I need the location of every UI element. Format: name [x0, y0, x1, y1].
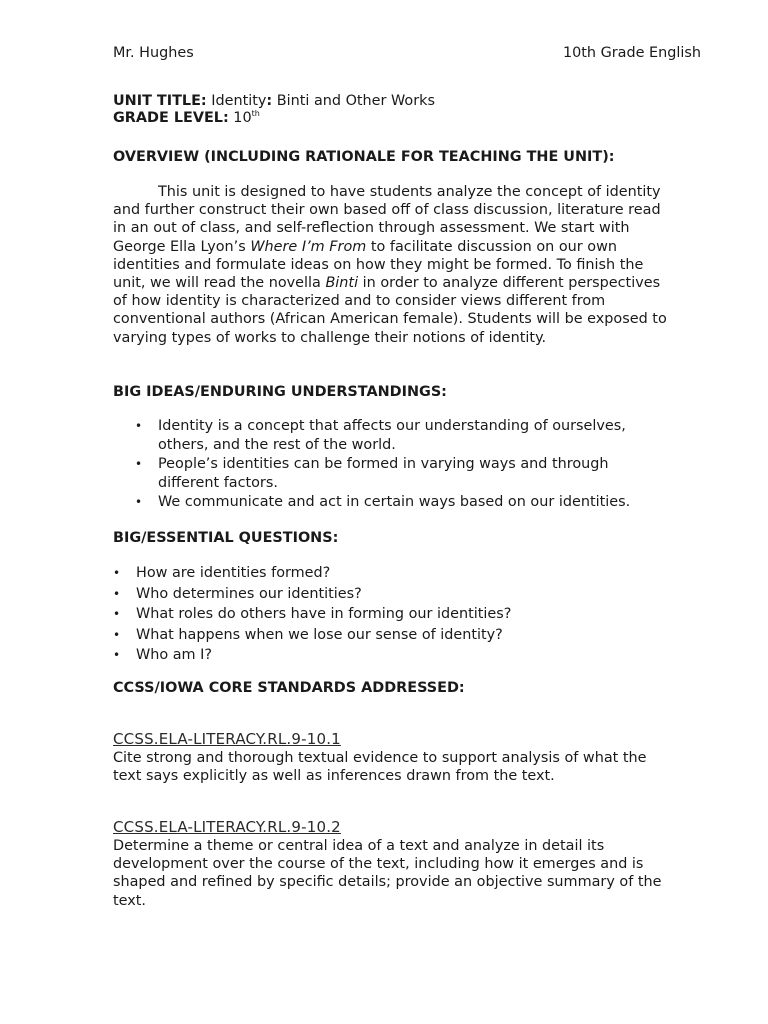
grade-level-label: GRADE LEVEL: [113, 110, 229, 126]
list-item [113, 645, 673, 666]
grade-level-value: 10 [233, 110, 252, 126]
bullet-icon: • [113, 586, 121, 601]
unit-info [113, 93, 703, 127]
overview-text-1: This unit is designed to have students analyze the concept of identity and further construct their own based off of class discussion, literature read in an out of class, and self-reflection through assessment. We start with George Ella Lyon’s [113, 184, 661, 255]
bullet-icon: • [135, 419, 143, 433]
list-item [113, 604, 673, 625]
questions-list [113, 563, 673, 666]
teacher-name: Mr. Hughes [113, 45, 194, 61]
course-name: 10th Grade English [562, 45, 701, 61]
list-item-text: What roles do others have in forming our identities? [136, 606, 512, 622]
grade-level-line [113, 110, 703, 127]
overview-title-binti: Binti [325, 275, 359, 292]
bullet-icon: • [135, 495, 143, 509]
bullet-icon: • [113, 607, 121, 621]
big-ideas-list [135, 417, 655, 512]
overview-text-3: in order to analyze different perspectives of how identity is characterized and to consider views different from conventional authors (African American female). Students will be exposed to varying types of works to challenge their notions of identity. [113, 275, 667, 346]
grade-level-suffix: th [251, 109, 260, 118]
overview-title-where: Where I’m From [250, 238, 367, 255]
unit-title-part1: Identity [211, 93, 267, 109]
list-item-text: How are identities formed? [136, 565, 331, 581]
standard-code-link[interactable]: CCSS.ELA-LITERACY.RL.9-10.2 [113, 818, 341, 836]
standard-code-link[interactable]: CCSS.ELA-LITERACY.RL.9-10.1 [113, 730, 341, 748]
overview-paragraph [113, 183, 668, 347]
bullet-icon: • [135, 457, 143, 471]
bullet-icon: • [113, 627, 121, 642]
list-item-text: We communicate and act in certain ways based on our identities. [158, 494, 631, 510]
bullet-icon: • [113, 648, 121, 662]
list-item-text: Who determines our identities? [136, 585, 362, 602]
list-item [135, 455, 655, 493]
big-ideas-heading: BIG IDEAS/ENDURING UNDERSTANDINGS: [113, 384, 447, 400]
standard-description: Determine a theme or central idea of a text and analyze in detail its development over the course of the text, including how it emerges and is shaped and refined by specific details; provide an objective summary of the text. [113, 838, 662, 909]
list-item-text: People’s identities can be formed in varying ways and through different factors. [158, 456, 609, 491]
unit-title-label: UNIT TITLE: [113, 93, 207, 109]
unit-title-part2: Binti and Other Works [276, 93, 435, 109]
list-item-text: What happens when we lose our sense of identity? [136, 626, 503, 643]
list-item [113, 584, 673, 605]
overview-heading: OVERVIEW (INCLUDING RATIONALE FOR TEACHING THE UNIT): [113, 149, 615, 165]
page-header [113, 44, 701, 62]
list-item [113, 625, 673, 646]
standards-heading: CCSS/IOWA CORE STANDARDS ADDRESSED: [113, 680, 465, 696]
list-item [135, 417, 655, 455]
list-item [113, 563, 673, 584]
unit-title-colon: : [266, 93, 273, 109]
questions-heading: BIG/ESSENTIAL QUESTIONS: [113, 530, 339, 546]
list-item-text: Who am I? [136, 647, 213, 663]
standard-description: Cite strong and thorough textual evidence to support analysis of what the text says explicitly as well as inferences drawn from the text. [113, 750, 647, 785]
list-item [135, 493, 655, 512]
overview-text-2: to facilitate discussion on our own identities and formulate ideas on how they might be formed. To finish the unit, we will read the novella [113, 238, 644, 292]
unit-title-line [113, 93, 703, 110]
bullet-icon: • [113, 566, 121, 580]
list-item-text: Identity is a concept that affects our understanding of ourselves, others, and the rest of the world. [158, 418, 626, 453]
